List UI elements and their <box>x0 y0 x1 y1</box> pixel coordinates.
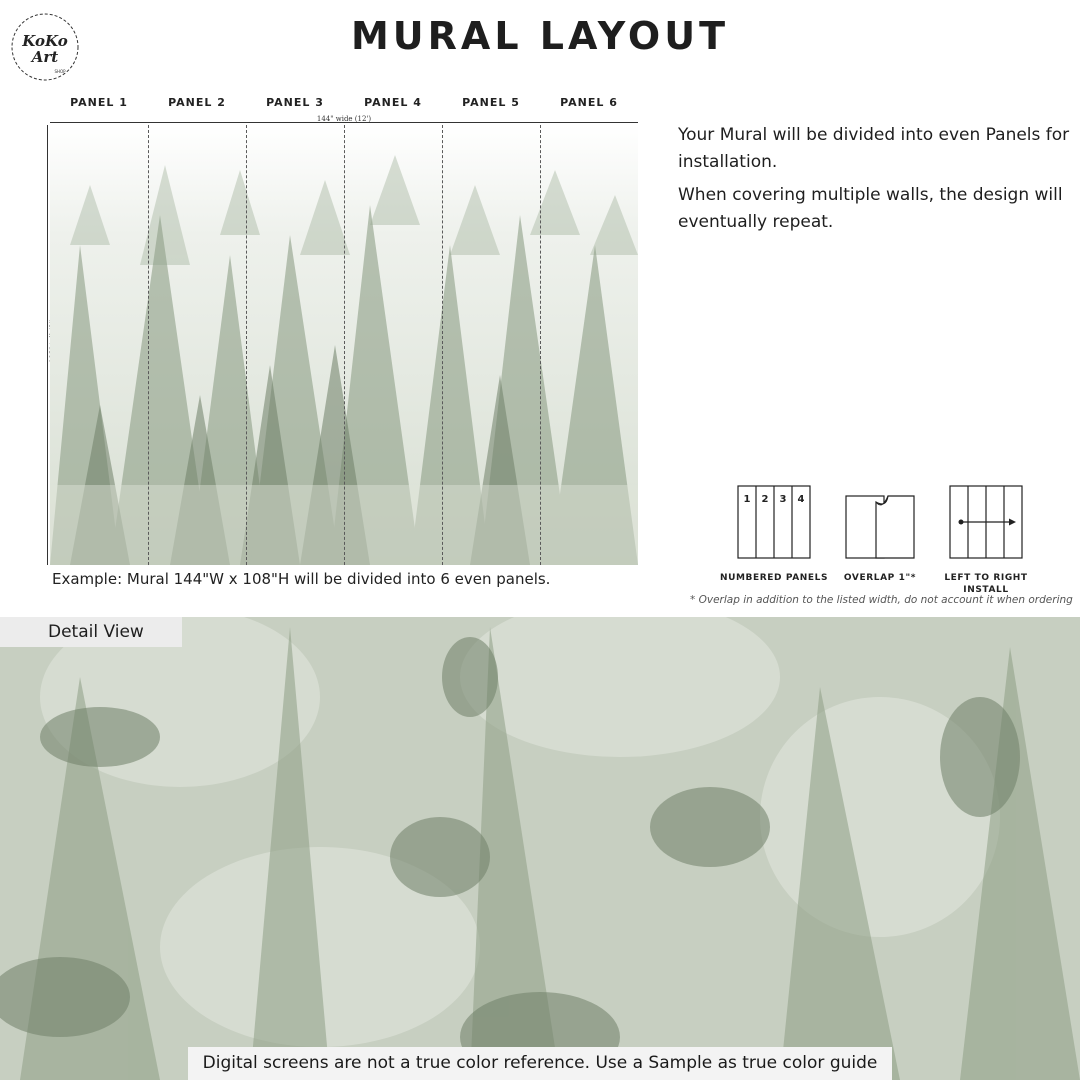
height-dimension-line <box>47 125 48 565</box>
color-disclaimer: Digital screens are not a true color reference. Use a Sample as true color guide <box>188 1047 892 1080</box>
panel-divider <box>344 125 345 565</box>
ltr-caption-line-1: LEFT TO RIGHT <box>944 573 1028 583</box>
example-caption: Example: Mural 144"W x 108"H will be divided into 6 even panels. <box>52 570 551 588</box>
legend-numbered-panels <box>719 484 829 584</box>
panel-labels <box>50 96 638 112</box>
overlap-caption: OVERLAP 1"* <box>843 573 917 583</box>
numbered-panels-icon <box>736 484 812 560</box>
detail-view-image <box>0 617 1080 1080</box>
description-paragraph-2: When covering multiple walls, the design will eventually repeat. <box>678 185 1063 232</box>
overlap-footnote: * Overlap in addition to the listed width, do not account it when ordering <box>690 594 1073 606</box>
mural-preview-image <box>50 125 638 565</box>
width-dimension-label: 144" wide (12') <box>316 115 372 123</box>
overlap-icon <box>842 484 918 560</box>
left-to-right-caption <box>931 572 1041 596</box>
forest-detail-art <box>0 617 1080 1080</box>
panel-label-5: PANEL 5 <box>462 96 520 109</box>
panel-label-1: PANEL 1 <box>70 96 128 109</box>
panel-divider <box>540 125 541 565</box>
panel-label-6: PANEL 6 <box>560 96 618 109</box>
legend-left-to-right <box>931 484 1041 596</box>
page-title: MURAL LAYOUT <box>350 14 729 58</box>
svg-text:KoKo: KoKo <box>22 32 68 50</box>
panel-label-4: PANEL 4 <box>364 96 422 109</box>
panel-divider <box>442 125 443 565</box>
panel-number: 2 <box>761 494 769 505</box>
panel-label-3: PANEL 3 <box>266 96 324 109</box>
mural-description <box>678 122 1073 242</box>
panel-label-2: PANEL 2 <box>168 96 226 109</box>
panel-divider <box>246 125 247 565</box>
numbered-panels-caption: NUMBERED PANELS <box>719 573 829 583</box>
panel-number: 4 <box>797 494 805 505</box>
ltr-caption-line-2: INSTALL <box>963 585 1009 595</box>
legend-overlap <box>825 484 935 584</box>
panel-number: 1 <box>743 494 751 505</box>
description-paragraph-1: Your Mural will be divided into even Panels for installation. <box>678 125 1070 172</box>
svg-text:SHOP: SHOP <box>54 69 66 74</box>
panel-number: 3 <box>779 494 787 505</box>
svg-text:Art: Art <box>31 48 59 66</box>
left-to-right-arrow-icon <box>948 484 1024 560</box>
panel-divider <box>148 125 149 565</box>
detail-view-label: Detail View <box>0 617 182 647</box>
